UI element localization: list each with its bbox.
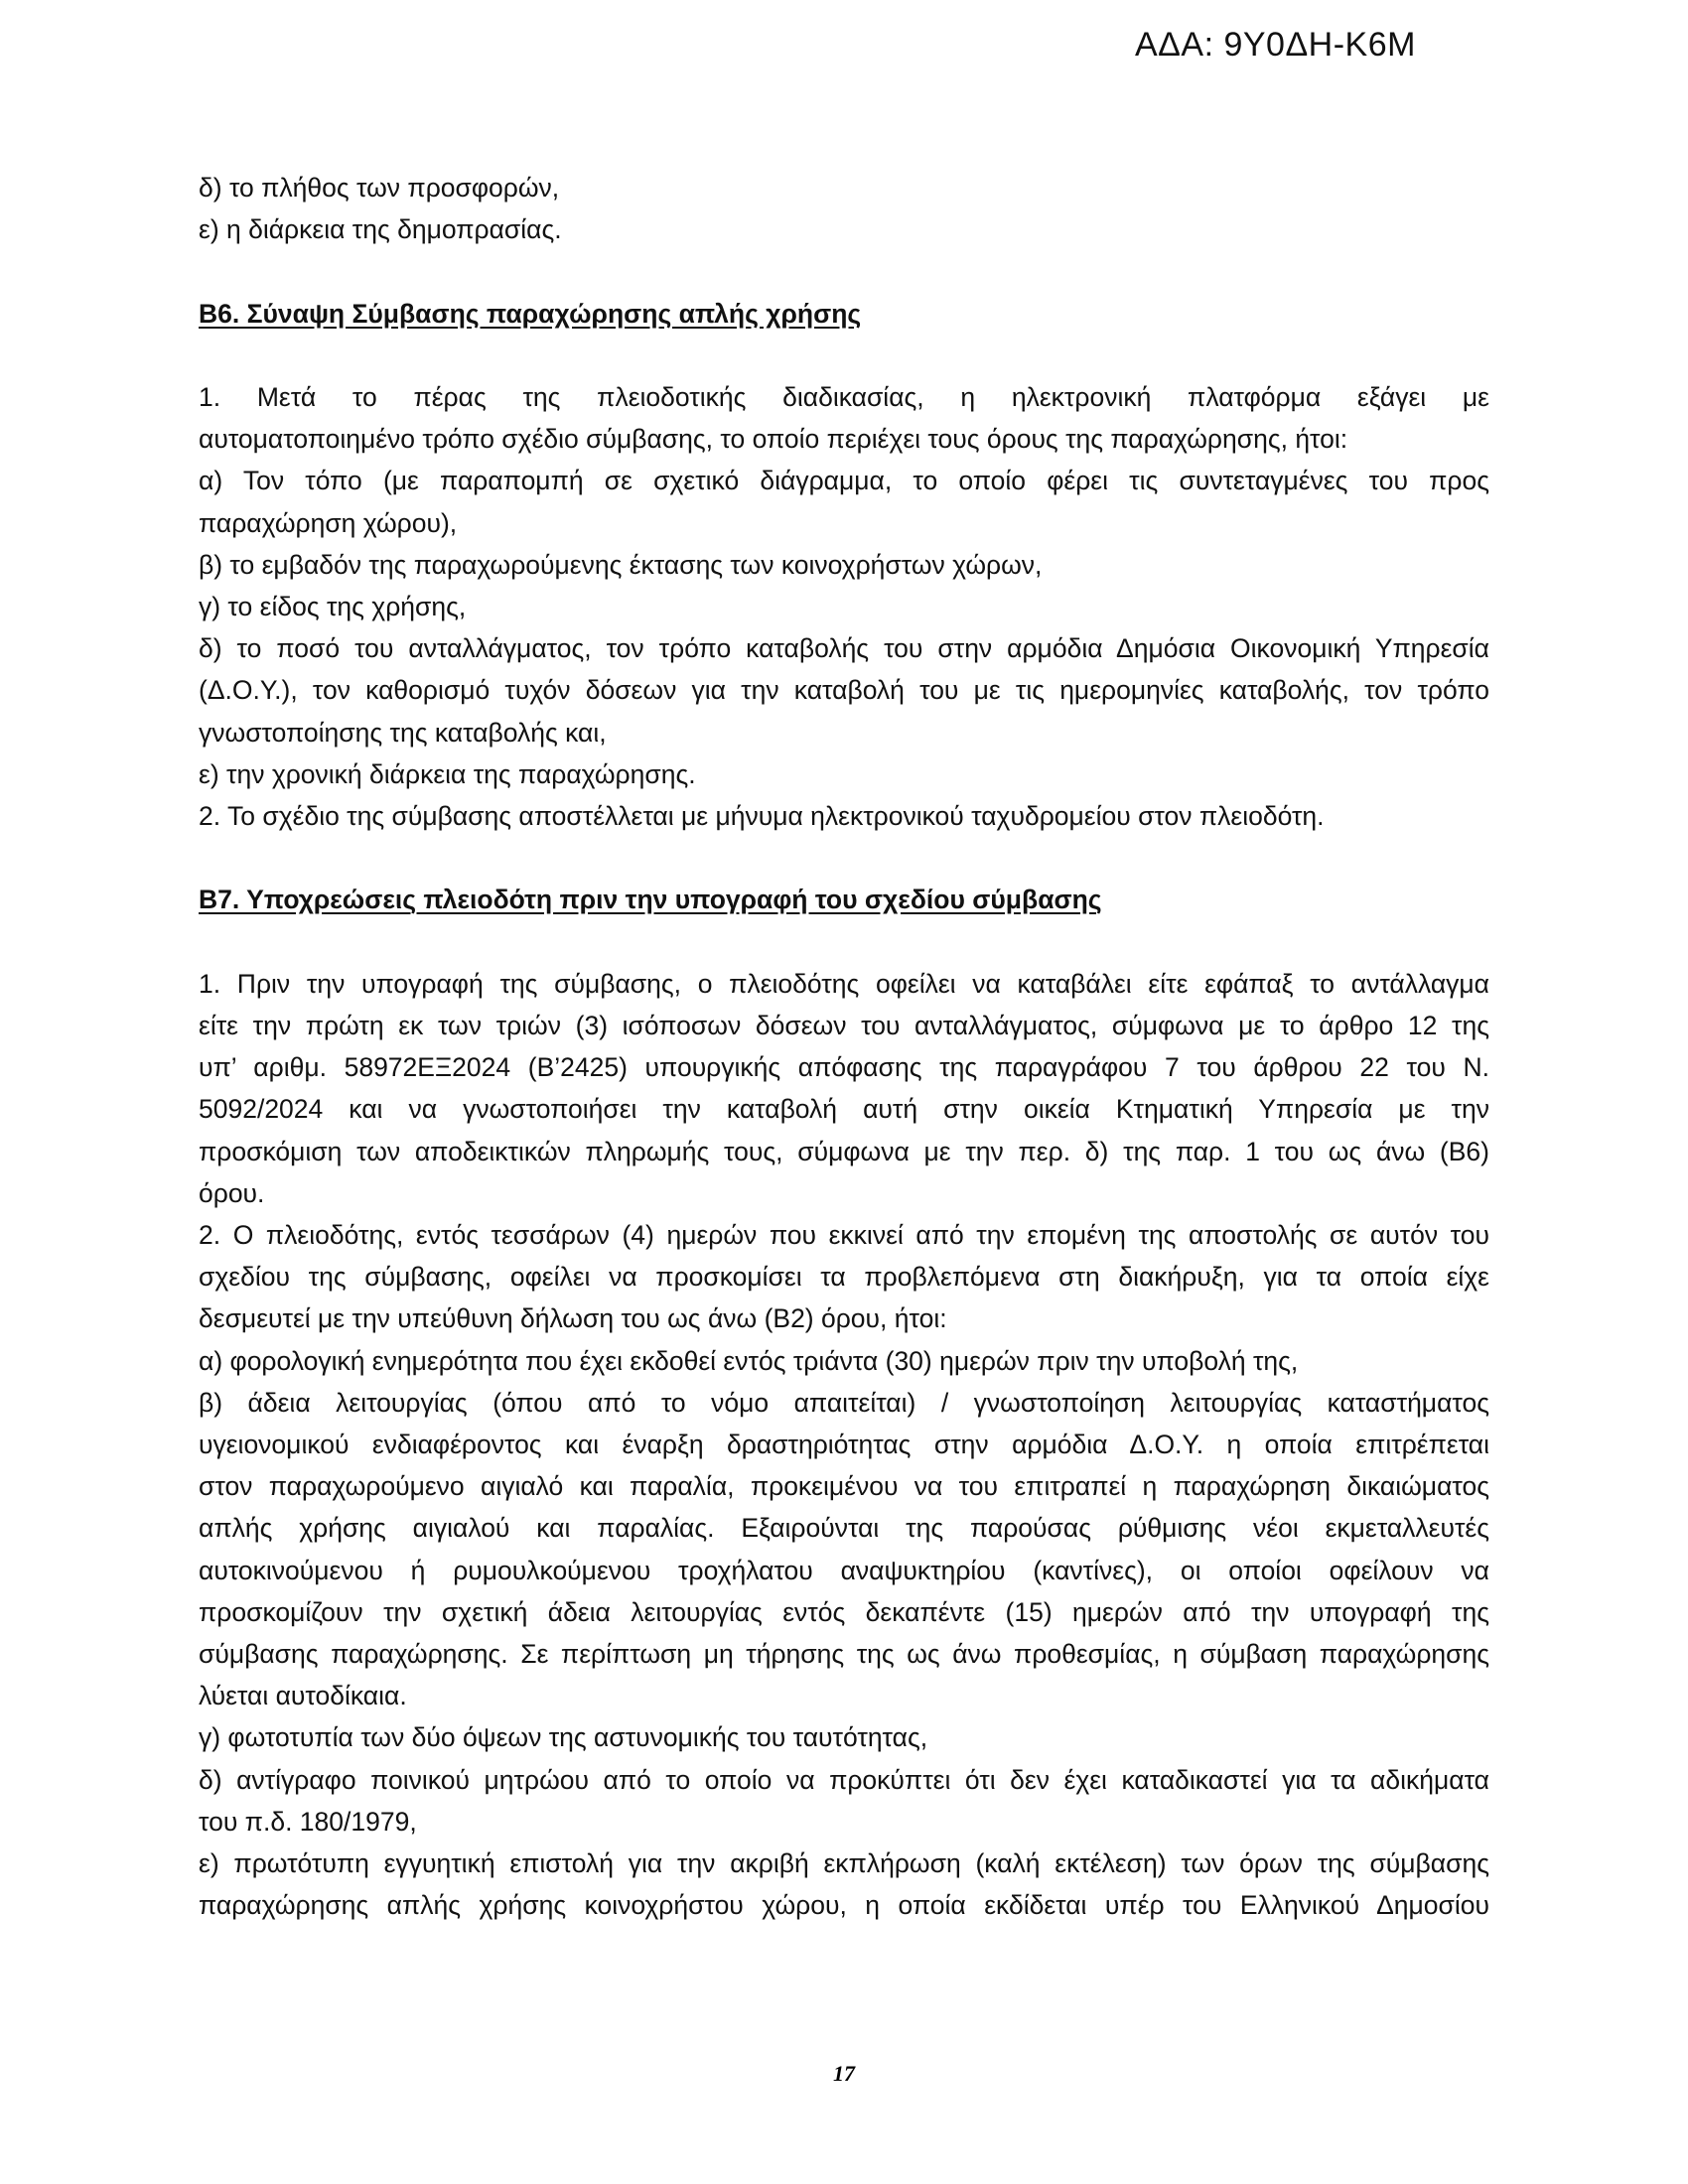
- text-line: ε) την χρονική διάρκεια της παραχώρησης.: [199, 758, 696, 789]
- text-line: υγειονομικού ενδιαφέροντος και έναρξη δραστηριότητας στην αρμόδια Δ.Ο.Υ. η οποία επιτρέπεται: [199, 1430, 1489, 1460]
- document-body: [199, 167, 1489, 1926]
- text-line: 1. Μετά το πέρας της πλειοδοτικής διαδικασίας, η ηλεκτρονική πλατφόρμα εξάγει με: [199, 381, 1489, 412]
- text-line: στον παραχωρούμενο αιγιαλό και παραλία, προκειμένου να του επιτραπεί η παραχώρηση δικαιώματος: [199, 1471, 1489, 1502]
- ada-code: ΑΔΑ: 9Υ0ΔΗ-Κ6Μ: [1135, 26, 1416, 64]
- text-line: του π.δ. 180/1979,: [199, 1806, 417, 1837]
- text-line: είτε την πρώτη εκ των τριών (3) ισόποσων δόσεων του ανταλλάγματος, σύμφωνα με το άρθρο 12 της: [199, 1011, 1489, 1040]
- text-line: β) το εμβαδόν της παραχωρούμενης έκτασης των κοινοχρήστων χώρων,: [199, 549, 1043, 580]
- text-line: δ) αντίγραφο ποινικού μητρώου από το οποίο να προκύπτει ότι δεν έχει καταδικαστεί για τα αδικήματα: [199, 1764, 1489, 1795]
- spacer: [199, 921, 1489, 963]
- intro-line: ε) η διάρκεια της δημοπρασίας.: [199, 214, 562, 245]
- text-line: παραχώρηση χώρου),: [199, 507, 458, 538]
- text-line: αυτοματοποιημένο τρόπο σχέδιο σύμβασης, το οποίο περιέχει τους όρους της παραχώρησης, ήτοι:: [199, 424, 1348, 455]
- section-b7-body: [199, 963, 1489, 1927]
- text-line: υπ’ αριθμ. 58972ΕΞ2024 (Β’2425) υπουργικής απόφασης της παραγράφου 7 του άρθρου 22 του Ν.: [199, 1052, 1489, 1083]
- text-line: 2. Το σχέδιο της σύμβασης αποστέλλεται με μήνυμα ηλεκτρονικού ταχυδρομείου στον πλειοδότη.: [199, 801, 1325, 832]
- text-line: β) άδεια λειτουργίας (όπου από το νόμο απαιτείται) / γνωστοποίηση λειτουργίας καταστήματος: [199, 1387, 1489, 1418]
- text-line: α) Τον τόπο (με παραπομπή σε σχετικό διάγραμμα, το οποίο φέρει τις συντεταγμένες του προς: [199, 466, 1489, 496]
- text-line: α) φορολογική ενημερότητα που έχει εκδοθεί εντός τριάντα (30) ημερών πριν την υποβολή της,: [199, 1345, 1299, 1376]
- intro-line: δ) το πλήθος των προσφορών,: [199, 173, 560, 203]
- text-line: παραχώρησης απλής χρήσης κοινοχρήστου χώρου, η οποία εκδίδεται υπέρ του Ελληνικού Δημοσίου: [199, 1890, 1489, 1921]
- text-line: απλής χρήσης αιγιαλού και παραλίας. Εξαιρούνται της παρούσας ρύθμισης νέοι εκμεταλλευτές: [199, 1513, 1489, 1544]
- text-line: αυτοκινούμενου ή ρυμουλκούμενου τροχήλατου αναψυκτηρίου (καντίνες), οι οποίοι οφείλουν να: [199, 1555, 1489, 1585]
- text-line: σχεδίου της σύμβασης, οφείλει να προσκομίσει τα προβλεπόμενα στη διακήρυξη, για τα οποία είχε: [199, 1262, 1489, 1293]
- section-heading-b7: Β7. Υποχρεώσεις πλειοδότη πριν την υπογραφή του σχεδίου σύμβασης: [199, 885, 1102, 915]
- text-line: γνωστοποίησης της καταβολής και,: [199, 717, 607, 748]
- text-line: ε) πρωτότυπη εγγυητική επιστολή για την ακριβή εκπλήρωση (καλή εκτέλεση) των όρων της σύμβασης: [199, 1848, 1489, 1879]
- section-b6-body: [199, 376, 1489, 837]
- page-number: 17: [833, 2061, 855, 2086]
- text-line: 5092/2024 και να γνωστοποιήσει την καταβολή αυτή στην οικεία Κτηματική Υπηρεσία με την: [199, 1094, 1489, 1125]
- spacer: [199, 837, 1489, 879]
- section-heading-b6: Β6. Σύναψη Σύμβασης παραχώρησης απλής χρήσης: [199, 298, 862, 329]
- text-line: 2. Ο πλειοδότης, εντός τεσσάρων (4) ημερών που εκκινεί από την επομένη της αποστολής σε αυτόν του: [199, 1220, 1489, 1251]
- text-line: γ) το είδος της χρήσης,: [199, 592, 467, 621]
- spacer: [199, 250, 1489, 292]
- text-line: προσκομίζουν την σχετική άδεια λειτουργίας εντός δεκαπέντε (15) ημερών από την υπογραφή της: [199, 1596, 1489, 1627]
- text-line: (Δ.Ο.Υ.), τον καθορισμό τυχόν δόσεων για την καταβολή του με τις ημερομηνίες καταβολής, τον τρόπο: [199, 675, 1489, 706]
- spacer: [199, 335, 1489, 376]
- text-line: δ) το ποσό του ανταλλάγματος, τον τρόπο καταβολής του στην αρμόδια Δημόσια Οικονομική Υπηρεσία: [199, 633, 1489, 664]
- text-line: προσκόμιση των αποδεικτικών πληρωμής τους, σύμφωνα με την περ. δ) της παρ. 1 του ως άνω (Β6): [199, 1136, 1489, 1166]
- text-line: δεσμευτεί με την υπεύθυνη δήλωση του ως άνω (Β2) όρου, ήτοι:: [199, 1303, 947, 1334]
- text-line: 1. Πριν την υπογραφή της σύμβασης, ο πλειοδότης οφείλει να καταβάλει είτε εφάπαξ το αντάλλαγμα: [199, 968, 1489, 999]
- text-line: όρου.: [199, 1177, 265, 1208]
- text-line: σύμβασης παραχώρησης. Σε περίπτωση μη τήρησης της ως άνω προθεσμίας, η σύμβαση παραχώρησης: [199, 1639, 1489, 1670]
- text-line: γ) φωτοτυπία των δύο όψεων της αστυνομικής του ταυτότητας,: [199, 1722, 928, 1753]
- text-line: λύεται αυτοδίκαια.: [199, 1681, 407, 1711]
